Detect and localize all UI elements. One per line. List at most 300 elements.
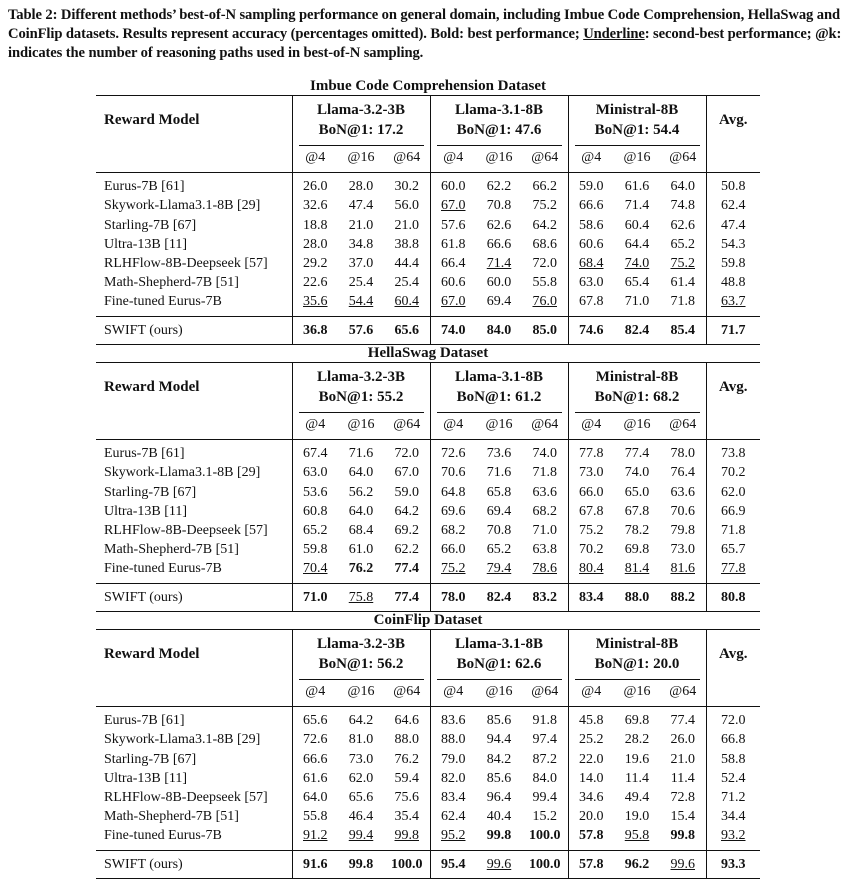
- score-cell: [522, 316, 568, 344]
- score-cell: [522, 769, 568, 788]
- score-cell: [568, 483, 614, 502]
- score-cell: [338, 235, 384, 254]
- score-value: 76.0: [532, 294, 557, 310]
- k-label: @16: [338, 412, 384, 440]
- score-cell: [614, 750, 660, 769]
- score-value: 65.6: [348, 790, 374, 806]
- score-cell: [292, 440, 338, 464]
- score-value: 65.8: [486, 484, 512, 500]
- score-cell: [568, 235, 614, 254]
- score-value: 35.4: [394, 809, 419, 825]
- score-value: 91.6: [303, 856, 328, 872]
- model-name: Eurus-7B [61]: [96, 173, 292, 197]
- section-title: HellaSwag Dataset: [367, 345, 489, 361]
- score-value: 87.2: [532, 751, 557, 767]
- score-cell: [614, 559, 660, 583]
- score-value: 28.2: [624, 732, 650, 748]
- score-cell: [660, 826, 706, 850]
- score-value: 62.0: [348, 770, 374, 786]
- score-cell: [384, 173, 430, 197]
- score-cell: [614, 583, 660, 611]
- score-value: 60.8: [303, 503, 328, 519]
- score-cell: [522, 521, 568, 540]
- score-value: 74.8: [670, 198, 695, 214]
- avg-value: [706, 769, 760, 788]
- score-value: 38.8: [394, 236, 419, 252]
- score-cell: [522, 850, 568, 878]
- score-cell: [292, 807, 338, 826]
- score-cell: [292, 254, 338, 273]
- score-value: 72.6: [441, 446, 466, 462]
- score-cell: [614, 707, 660, 731]
- score-cell: [660, 769, 706, 788]
- score-value: 94.4: [486, 732, 512, 748]
- score-cell: [522, 707, 568, 731]
- score-value: 71.0: [532, 523, 557, 539]
- score-cell: [522, 216, 568, 235]
- score-cell: [292, 216, 338, 235]
- avg-value: [706, 583, 760, 611]
- score-value: 79.8: [670, 523, 695, 539]
- score-value: 73.0: [348, 751, 374, 767]
- score-value: 34.4: [721, 809, 746, 825]
- score-value: 66.6: [579, 198, 604, 214]
- score-value: 71.4: [486, 256, 512, 272]
- score-cell: [384, 807, 430, 826]
- score-cell: [660, 750, 706, 769]
- score-value: 28.0: [348, 179, 374, 195]
- score-cell: [430, 826, 476, 850]
- score-cell: [476, 316, 522, 344]
- model-name: Skywork-Llama3.1-8B [29]: [104, 198, 261, 214]
- score-value: 91.8: [532, 713, 557, 729]
- table-row: [96, 292, 760, 316]
- score-cell: [660, 707, 706, 731]
- score-value: 60.6: [441, 275, 466, 291]
- score-value: 80.8: [721, 589, 746, 605]
- score-value: 21.0: [348, 217, 374, 233]
- score-value: 85.4: [670, 322, 695, 338]
- score-value: 64.0: [348, 465, 374, 481]
- score-cell: [568, 254, 614, 273]
- score-cell: [660, 583, 706, 611]
- score-value: 59.0: [579, 179, 604, 195]
- score-value: 15.2: [532, 809, 557, 825]
- table-row: [96, 826, 760, 850]
- score-cell: [384, 707, 430, 731]
- score-cell: [292, 273, 338, 292]
- table-row: [96, 521, 760, 540]
- score-value: 64.8: [441, 484, 466, 500]
- score-value: 74.0: [532, 446, 557, 462]
- score-cell: [614, 216, 660, 235]
- score-value: 93.2: [721, 828, 746, 844]
- score-value: 14.0: [579, 770, 604, 786]
- score-cell: [476, 502, 522, 521]
- avg-value: [706, 502, 760, 521]
- score-value: 49.4: [624, 790, 650, 806]
- score-cell: [430, 788, 476, 807]
- table-row: [96, 807, 760, 826]
- score-cell: [568, 521, 614, 540]
- score-value: 79.4: [486, 561, 512, 577]
- score-value: 74.6: [579, 322, 604, 338]
- score-value: 83.2: [532, 589, 557, 605]
- score-value: 81.0: [348, 732, 374, 748]
- score-cell: [430, 850, 476, 878]
- k-label: @64: [660, 145, 706, 173]
- score-cell: [430, 235, 476, 254]
- score-cell: [430, 707, 476, 731]
- avg-value: [706, 483, 760, 502]
- score-cell: [338, 196, 384, 215]
- score-cell: [568, 502, 614, 521]
- k-label: @16: [476, 145, 522, 173]
- score-cell: [292, 750, 338, 769]
- score-value: 19.6: [624, 751, 650, 767]
- score-value: 58.6: [579, 217, 604, 233]
- avg-value: [706, 707, 760, 731]
- model-name: Ultra-13B [11]: [104, 236, 188, 252]
- k-label: @64: [522, 145, 568, 173]
- score-cell: [430, 273, 476, 292]
- score-value: 80.4: [579, 561, 604, 577]
- score-cell: [614, 502, 660, 521]
- score-cell: [660, 540, 706, 559]
- score-cell: [614, 273, 660, 292]
- score-value: 64.0: [670, 179, 695, 195]
- section-title: CoinFlip Dataset: [373, 612, 483, 628]
- score-value: 61.8: [441, 236, 466, 252]
- empty-cell: [96, 145, 292, 173]
- score-cell: [292, 292, 338, 316]
- score-value: 62.6: [486, 217, 512, 233]
- score-value: 71.8: [670, 294, 695, 310]
- score-value: 99.6: [486, 856, 512, 872]
- table-row: [96, 483, 760, 502]
- model-name: Starling-7B [67]: [104, 217, 197, 233]
- score-value: 69.4: [486, 503, 512, 519]
- score-cell: [660, 521, 706, 540]
- results-table: [96, 95, 760, 345]
- score-cell: [430, 316, 476, 344]
- score-cell: [660, 254, 706, 273]
- model-name: Eurus-7B [61]: [96, 707, 292, 731]
- score-cell: [568, 216, 614, 235]
- score-value: 62.2: [486, 179, 512, 195]
- empty-cell: [96, 412, 292, 440]
- k-label: @4: [292, 145, 338, 173]
- score-value: 78.2: [624, 523, 650, 539]
- score-value: 70.8: [486, 523, 512, 539]
- table-row: [96, 540, 760, 559]
- score-cell: [614, 521, 660, 540]
- score-cell: [476, 750, 522, 769]
- score-cell: [430, 502, 476, 521]
- score-value: 65.6: [303, 713, 328, 729]
- k-label: @4: [568, 412, 614, 440]
- score-value: 81.6: [670, 561, 695, 577]
- score-cell: [292, 173, 338, 197]
- score-value: 64.2: [532, 217, 557, 233]
- score-value: 73.0: [670, 542, 695, 558]
- group-model-name: Llama-3.2-3B: [292, 630, 430, 655]
- score-value: 32.6: [303, 198, 328, 214]
- reward-model-header: Reward Model: [96, 96, 292, 146]
- score-cell: [338, 216, 384, 235]
- score-cell: [476, 483, 522, 502]
- score-value: 67.8: [579, 503, 604, 519]
- score-value: 62.2: [394, 542, 419, 558]
- score-value: 99.4: [348, 828, 374, 844]
- model-name: Skywork-Llama3.1-8B [29]: [104, 465, 261, 481]
- group-bon: BoN@1: 61.2: [430, 387, 568, 412]
- model-name: Ultra-13B [11]: [104, 770, 188, 786]
- score-value: 71.0: [303, 589, 328, 605]
- score-cell: [292, 196, 338, 215]
- score-value: 64.2: [394, 503, 419, 519]
- score-value: 76.2: [348, 561, 374, 577]
- score-cell: [614, 254, 660, 273]
- model-name: RLHFlow-8B-Deepseek [57]: [104, 790, 268, 806]
- score-value: 15.4: [670, 809, 695, 825]
- group-bon: BoN@1: 17.2: [292, 120, 430, 145]
- score-value: 84.0: [486, 322, 512, 338]
- score-value: 66.6: [486, 236, 512, 252]
- score-cell: [568, 463, 614, 482]
- score-value: 100.0: [529, 828, 561, 844]
- score-cell: [614, 292, 660, 316]
- k-label: @4: [568, 145, 614, 173]
- score-value: 55.8: [532, 275, 557, 291]
- score-value: 96.4: [486, 790, 512, 806]
- score-cell: [522, 235, 568, 254]
- group-bon: BoN@1: 20.0: [568, 654, 706, 679]
- table-row: [96, 254, 760, 273]
- score-value: 79.0: [441, 751, 466, 767]
- avg-value: [706, 559, 760, 583]
- score-value: 67.8: [624, 503, 650, 519]
- model-name: RLHFlow-8B-Deepseek [57]: [104, 523, 268, 539]
- score-cell: [384, 216, 430, 235]
- score-value: 65.4: [624, 275, 650, 291]
- score-value: 11.4: [625, 770, 649, 786]
- header-row-k: [96, 679, 760, 707]
- swift-row: [96, 583, 760, 611]
- score-cell: [292, 521, 338, 540]
- score-cell: [568, 583, 614, 611]
- score-cell: [292, 235, 338, 254]
- score-cell: [292, 826, 338, 850]
- header-row-k: [96, 145, 760, 173]
- score-value: 48.8: [721, 275, 746, 291]
- score-cell: [660, 850, 706, 878]
- score-cell: [338, 173, 384, 197]
- header-row-model: [96, 630, 760, 655]
- score-value: 74.0: [624, 256, 650, 272]
- score-cell: [430, 730, 476, 749]
- score-cell: [430, 292, 476, 316]
- score-cell: [384, 196, 430, 215]
- score-cell: [338, 254, 384, 273]
- score-cell: [476, 769, 522, 788]
- empty-cell: [96, 679, 292, 707]
- score-value: 22.6: [303, 275, 328, 291]
- score-value: 66.0: [441, 542, 466, 558]
- score-value: 71.8: [721, 523, 746, 539]
- score-cell: [292, 559, 338, 583]
- score-value: 46.4: [348, 809, 374, 825]
- score-value: 68.6: [532, 236, 557, 252]
- score-cell: [292, 730, 338, 749]
- score-value: 64.6: [394, 713, 419, 729]
- score-value: 75.2: [441, 561, 466, 577]
- score-cell: [430, 254, 476, 273]
- score-value: 62.4: [441, 809, 466, 825]
- score-value: 71.0: [624, 294, 650, 310]
- score-value: 78.6: [532, 561, 557, 577]
- score-cell: [522, 540, 568, 559]
- group-bon: BoN@1: 47.6: [430, 120, 568, 145]
- score-value: 22.0: [579, 751, 604, 767]
- score-value: 26.0: [303, 179, 328, 195]
- score-value: 62.6: [670, 217, 695, 233]
- score-value: 53.6: [303, 484, 328, 500]
- score-value: 75.2: [532, 198, 557, 214]
- score-value: 67.0: [441, 294, 466, 310]
- score-cell: [522, 463, 568, 482]
- score-value: 88.0: [624, 589, 650, 605]
- score-cell: [522, 173, 568, 197]
- group-model-name: Llama-3.2-3B: [292, 96, 430, 121]
- k-label: @16: [338, 145, 384, 173]
- score-value: 63.8: [532, 542, 557, 558]
- score-cell: [476, 707, 522, 731]
- score-cell: [476, 173, 522, 197]
- score-cell: [384, 235, 430, 254]
- score-value: 54.4: [348, 294, 374, 310]
- score-value: 55.8: [303, 809, 328, 825]
- score-cell: [660, 316, 706, 344]
- avg-header: Avg.: [706, 630, 760, 680]
- table-row: [96, 463, 760, 482]
- score-value: 68.2: [532, 503, 557, 519]
- score-cell: [384, 750, 430, 769]
- group-bon: BoN@1: 55.2: [292, 387, 430, 412]
- caption-text-2: : second-best performance; @k: indicates the number of reasoning paths used in best-of-N sampling.: [8, 26, 842, 61]
- score-cell: [292, 463, 338, 482]
- score-cell: [660, 196, 706, 215]
- score-cell: [660, 173, 706, 197]
- score-value: 77.8: [721, 561, 746, 577]
- empty-cell: [706, 679, 760, 707]
- score-cell: [338, 502, 384, 521]
- group-bon: BoN@1: 62.6: [430, 654, 568, 679]
- k-label: @4: [292, 679, 338, 707]
- score-value: 75.2: [579, 523, 604, 539]
- score-cell: [292, 769, 338, 788]
- score-value: 75.8: [348, 589, 374, 605]
- k-label: @16: [614, 679, 660, 707]
- score-value: 76.2: [394, 751, 419, 767]
- avg-value: [706, 292, 760, 316]
- score-value: 66.0: [579, 484, 604, 500]
- score-value: 91.2: [303, 828, 328, 844]
- model-name: Skywork-Llama3.1-8B [29]: [104, 732, 261, 748]
- model-name: Math-Shepherd-7B [51]: [104, 542, 239, 558]
- score-value: 59.8: [303, 542, 328, 558]
- k-label: @64: [522, 679, 568, 707]
- avg-value: [706, 521, 760, 540]
- score-cell: [476, 521, 522, 540]
- score-value: 67.0: [394, 465, 419, 481]
- score-value: 83.4: [579, 589, 604, 605]
- score-value: 70.2: [579, 542, 604, 558]
- score-cell: [338, 483, 384, 502]
- score-cell: [430, 440, 476, 464]
- score-cell: [292, 483, 338, 502]
- k-label: @64: [660, 679, 706, 707]
- score-cell: [660, 440, 706, 464]
- score-value: 65.6: [394, 322, 419, 338]
- score-value: 69.2: [394, 523, 419, 539]
- score-cell: [476, 196, 522, 215]
- score-cell: [338, 850, 384, 878]
- score-cell: [614, 850, 660, 878]
- score-value: 45.8: [579, 713, 604, 729]
- score-value: 67.0: [441, 198, 466, 214]
- score-cell: [614, 483, 660, 502]
- score-cell: [614, 463, 660, 482]
- score-value: 77.4: [394, 589, 419, 605]
- score-cell: [660, 730, 706, 749]
- k-label: @64: [384, 679, 430, 707]
- score-value: 29.2: [303, 256, 328, 272]
- model-name: SWIFT (ours): [96, 583, 292, 611]
- score-value: 71.4: [624, 198, 650, 214]
- score-value: 65.2: [486, 542, 512, 558]
- k-label: @16: [476, 412, 522, 440]
- score-value: 59.0: [394, 484, 419, 500]
- score-value: 25.4: [348, 275, 374, 291]
- score-value: 36.8: [303, 322, 328, 338]
- score-cell: [476, 850, 522, 878]
- model-name: Starling-7B [67]: [104, 484, 197, 500]
- score-cell: [614, 540, 660, 559]
- score-cell: [568, 750, 614, 769]
- empty-cell: [706, 145, 760, 173]
- score-value: 25.4: [394, 275, 419, 291]
- table-row: [96, 707, 760, 731]
- section-hellaswag: [96, 344, 760, 612]
- score-value: 61.6: [624, 179, 650, 195]
- table-row: [96, 216, 760, 235]
- score-value: 70.4: [303, 561, 328, 577]
- score-value: 60.4: [394, 294, 419, 310]
- score-value: 11.4: [670, 770, 695, 786]
- group-model-name: Llama-3.1-8B: [430, 630, 568, 655]
- score-cell: [292, 502, 338, 521]
- score-value: 70.6: [670, 503, 695, 519]
- results-table: [96, 362, 760, 612]
- score-cell: [292, 316, 338, 344]
- model-name: Fine-tuned Eurus-7B: [104, 561, 222, 577]
- avg-value: [706, 730, 760, 749]
- score-cell: [522, 730, 568, 749]
- score-cell: [614, 769, 660, 788]
- group-bon: BoN@1: 54.4: [568, 120, 706, 145]
- score-cell: [522, 559, 568, 583]
